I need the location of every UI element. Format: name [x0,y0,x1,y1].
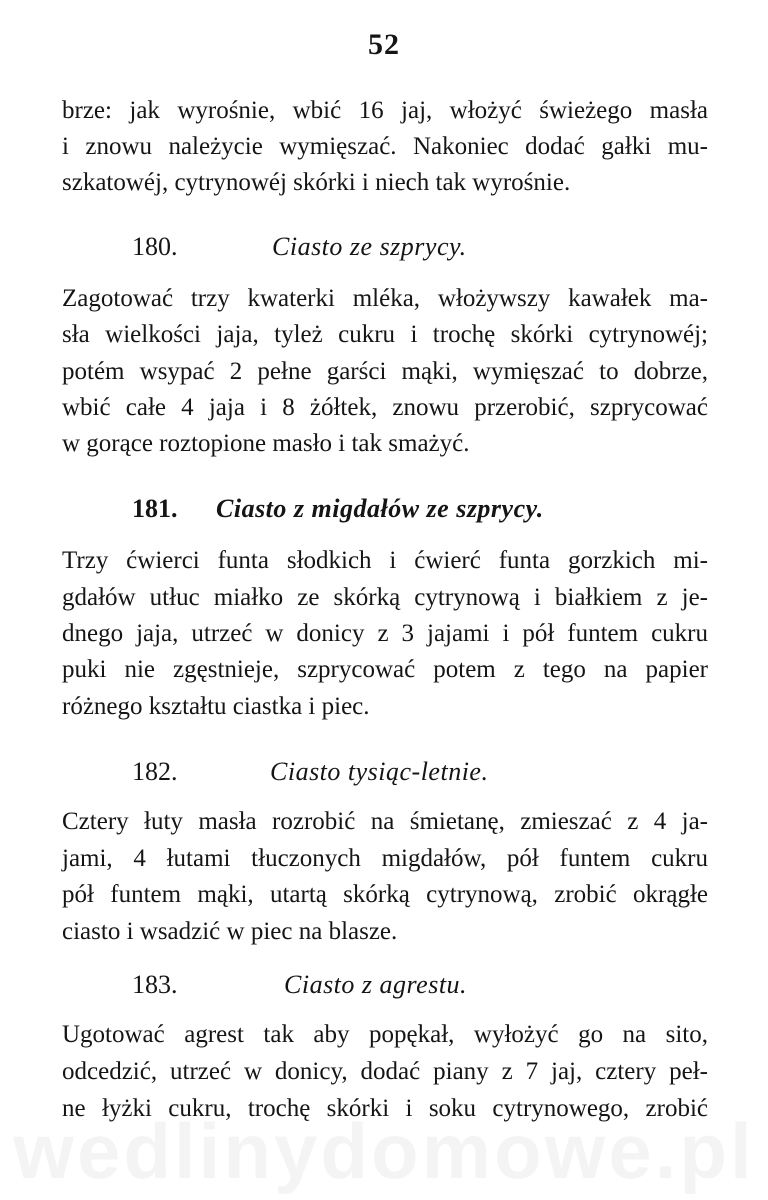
watermark [0,1106,768,1197]
recipe-text-line: jami, 4 łutami tłuczonych migdałów, pół funtem cukru [62,845,708,872]
recipe-text-line: ne łyżki cukru, trochę skórki i soku cytrynowego, zrobić [62,1095,708,1122]
recipe-text-line: ciasto i wsadzić w piec na blasze. [62,918,398,945]
recipe-text-line: Ugotować agrest tak aby popękał, wyłożyć go na sito, [62,1021,708,1048]
recipe-text-line: w gorące roztopione masło i tak smażyć. [62,430,470,457]
recipe-text-line: Cztery łuty masła rozrobić na śmietanę, zmieszać z 4 ja- [62,808,708,835]
recipe-text-line: puki nie zgęstnieje, szprycować potem z tego na papier [62,656,708,683]
page-number: 52 [368,28,400,61]
intro-line: i znowu należycie wymięszać. Nakoniec dodać gałki mu- [62,133,708,160]
recipe-heading [0,970,768,1006]
recipe-number: 183. [132,970,178,999]
recipe-text-line: dnego jaja, utrzeć w donicy z 3 jajami i pół funtem cukru [62,620,708,647]
recipe-text-line: pół funtem mąki, utartą skórką cytrynową, zrobić okrągłe [62,881,708,908]
recipe-text-line: różnego kształtu ciastka i piec. [62,693,370,720]
recipe-heading [0,232,768,268]
recipe-heading [0,757,768,793]
recipe-title: Ciasto ze szprycy. [272,232,467,261]
recipe-text-line: sła wielkości jaja, tyleż cukru i trochę skórki cytrynowéj; [62,321,708,348]
recipe-heading [0,494,768,530]
recipe-text-line: wbić całe 4 jaja i 8 żółtek, znowu przerobić, szprycować [62,394,708,421]
recipe-text-line: gdałów utłuc miałko ze skórką cytrynową i białkiem z je- [62,584,708,611]
recipe-number: 180. [132,232,178,261]
recipe-number: 182. [132,757,178,786]
recipe-title: Ciasto z migdałów ze szprycy. [216,494,544,523]
recipe-title: Ciasto z agrestu. [284,970,468,999]
recipe-text-line: Trzy ćwierci funta słodkich i ćwierć funta gorzkich mi- [62,547,708,574]
intro-line: szkatowéj, cytrynowéj skórki i niech tak wyrośnie. [62,169,571,196]
recipe-text-line: odcedzić, utrzeć w donicy, dodać piany z 7 jaj, cztery peł- [62,1058,708,1085]
recipe-title: Ciasto tysiąc-letnie. [270,757,489,786]
recipe-text-line: Zagotować trzy kwaterki mléka, włożywszy kawałek ma- [62,285,708,312]
recipe-number: 181. [132,494,178,523]
recipe-text-line: potém wsypać 2 pełne garści mąki, wymięszać to dobrze, [62,358,708,385]
intro-line: brze: jak wyrośnie, wbić 16 jaj, włożyć świeżego masła [62,97,708,124]
